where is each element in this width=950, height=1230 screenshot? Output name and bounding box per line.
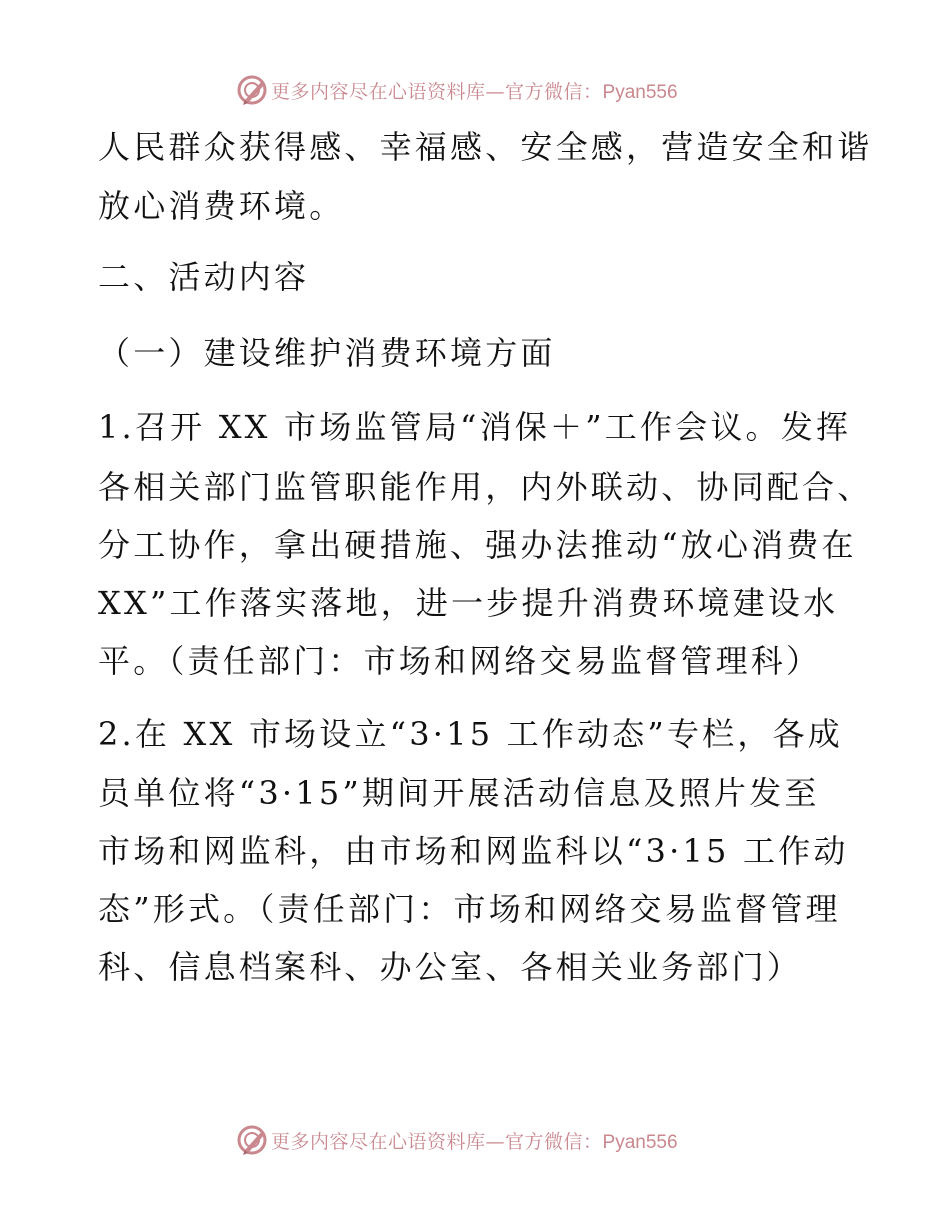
- body-line: 市场和网监科，由市场和网监科以“3·15 工作动: [98, 832, 849, 870]
- subsection-heading: （一）建设维护消费环境方面: [98, 334, 556, 372]
- section-heading: 二、活动内容: [98, 258, 310, 296]
- body-line: 各相关部门监管职能作用，内外联动、协同配合、: [98, 468, 873, 506]
- body-line: 员单位将“3·15”期间开展活动信息及照片发至: [98, 774, 820, 812]
- header-watermark: [235, 72, 678, 108]
- body-line: 1.召开 XX 市场监管局“消保＋”工作会议。发挥: [98, 408, 852, 446]
- body-line: 人民群众获得感、幸福感、安全感，营造安全和谐: [98, 128, 873, 166]
- pen-logo-icon: [235, 1123, 269, 1157]
- body-line: 2.在 XX 市场设立“3·15 工作动态”专栏，各成: [98, 715, 843, 753]
- watermark-text: 更多内容尽在心语资料库—官方微信：Pyan556: [271, 80, 678, 103]
- watermark-text: 更多内容尽在心语资料库—官方微信：Pyan556: [271, 1130, 678, 1153]
- body-line: 放心消费环境。: [98, 187, 345, 225]
- body-line: 科、信息档案科、办公室、各相关业务部门）: [98, 948, 803, 986]
- body-line: 分工协作，拿出硬措施、强办法推动“放心消费在: [98, 526, 857, 564]
- body-line: 态”形式。（责任部门：市场和网络交易监督管理: [98, 890, 841, 928]
- body-line: 平。（责任部门：市场和网络交易监督管理科）: [98, 642, 822, 680]
- footer-watermark: [235, 1122, 678, 1158]
- pen-logo-icon: [235, 73, 269, 107]
- body-line: XX”工作落实落地，进一步提升消费环境建设水: [98, 584, 839, 622]
